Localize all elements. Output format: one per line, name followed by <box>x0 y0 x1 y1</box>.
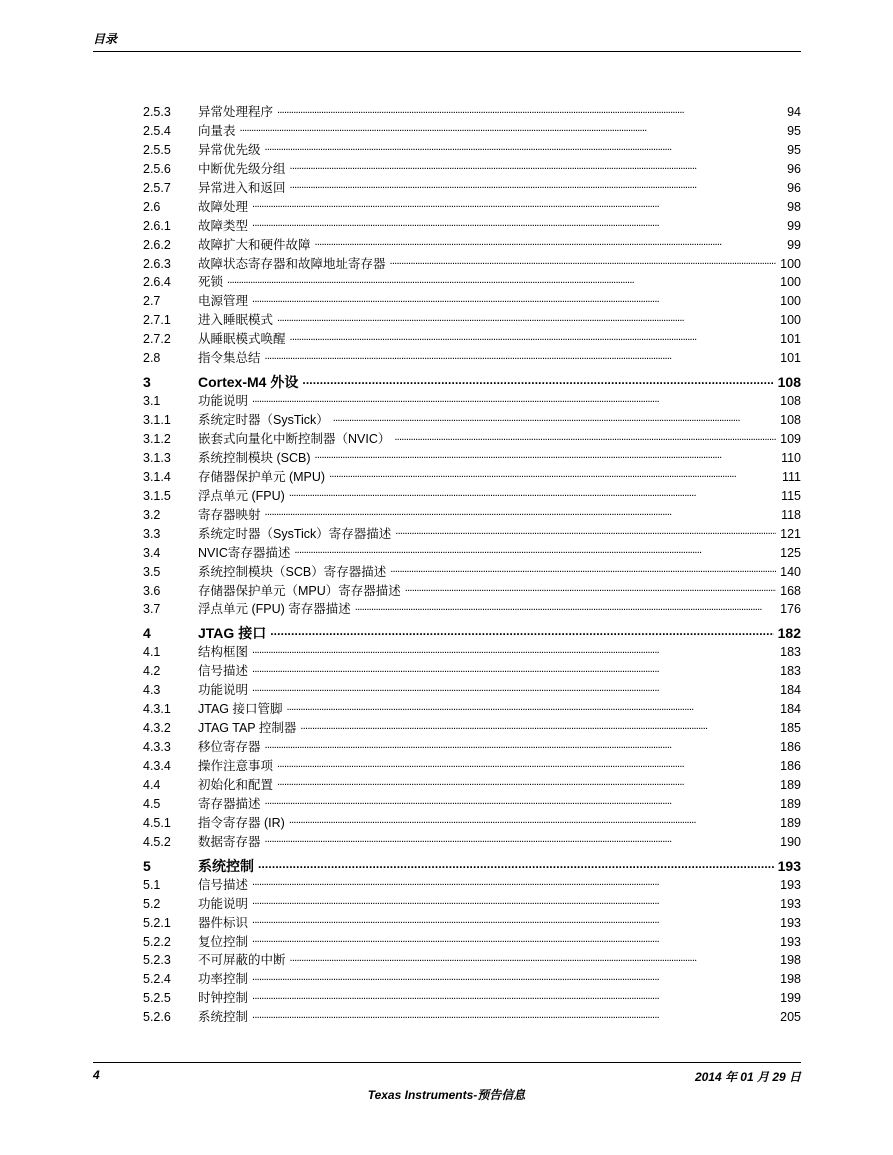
toc-entry-page[interactable]: 100 <box>780 275 801 290</box>
toc-entry[interactable] <box>143 254 801 273</box>
toc-entry-number: 4.3.1 <box>143 702 171 717</box>
footer-publisher: Texas Instruments-预告信息 <box>367 1088 526 1102</box>
toc-entry[interactable] <box>143 272 801 291</box>
toc-entry-page[interactable]: 189 <box>780 777 801 792</box>
toc-entry-title[interactable]: 功能说明 <box>198 683 249 698</box>
toc-dot-leader <box>315 236 784 249</box>
toc-entry-title[interactable]: 时钟控制 <box>198 991 249 1006</box>
toc-dot-leader <box>252 217 783 230</box>
toc-dot-leader <box>252 933 776 946</box>
toc-dot-leader <box>252 393 776 406</box>
toc-dot-leader <box>252 644 776 657</box>
toc-entry-number: 3 <box>143 374 151 391</box>
toc-entry-number: 2.7 <box>143 294 161 309</box>
toc-entry-page[interactable]: 125 <box>780 545 801 560</box>
toc-entry-number: 4 <box>143 625 151 642</box>
toc-chapter-entry[interactable] <box>143 372 801 391</box>
footer-page-number: 4 <box>93 1068 100 1082</box>
toc-entry[interactable] <box>143 875 801 894</box>
toc-entry-title[interactable]: JTAG 接口 <box>198 625 267 642</box>
toc-entry[interactable] <box>143 562 801 581</box>
toc-entry-number: 4.3.2 <box>143 721 171 736</box>
toc-entry[interactable] <box>143 524 801 543</box>
toc-entry-title[interactable]: 信号描述 <box>198 664 249 679</box>
toc-entry[interactable] <box>143 737 801 756</box>
toc-dot-leader <box>252 663 776 676</box>
toc-entry-number: 5 <box>143 857 151 874</box>
toc-entry-number: 3.1 <box>143 394 161 409</box>
toc-entry-number: 4.5.2 <box>143 834 171 849</box>
toc-dot-leader <box>277 312 776 325</box>
toc-entry-page[interactable]: 185 <box>780 721 801 736</box>
toc-dot-leader <box>265 506 778 519</box>
toc-dot-leader <box>265 141 784 154</box>
toc-entry-title[interactable]: 系统定时器（SysTick）寄存器描述 <box>198 526 392 541</box>
toc-entry[interactable] <box>143 969 801 988</box>
toc-dot-leader <box>390 563 776 576</box>
toc-entry-number: 3.2 <box>143 507 161 522</box>
toc-entry-page[interactable]: 111 <box>781 469 801 484</box>
toc-entry-number: 5.1 <box>143 877 161 892</box>
toc-entry-number: 3.1.2 <box>143 432 171 446</box>
toc-entry-title[interactable]: 存储器保护单元（MPU）寄存器描述 <box>198 583 401 598</box>
toc-entry-page[interactable]: 193 <box>777 857 801 874</box>
toc-entry-number: 2.6.1 <box>143 218 171 233</box>
toc-entry-page[interactable]: 193 <box>780 877 801 892</box>
toc-entry-page[interactable]: 198 <box>780 953 801 968</box>
toc-entry-page[interactable]: 101 <box>780 351 801 366</box>
toc-dot-leader <box>290 160 784 173</box>
toc-entry-title[interactable]: 进入睡眠模式 <box>198 313 274 328</box>
toc-entry[interactable] <box>143 699 801 718</box>
toc-entry-title[interactable]: 浮点单元 (FPU) <box>198 488 285 503</box>
toc-entry-number: 5.2.4 <box>143 972 171 987</box>
toc-entry-title[interactable]: 数据寄存器 <box>198 834 261 849</box>
toc-entry-title[interactable]: 指令集总结 <box>198 351 261 366</box>
toc-entry-number: 4.1 <box>143 645 161 660</box>
toc-entry-page[interactable]: 193 <box>780 934 801 949</box>
toc-entry-page[interactable]: 193 <box>780 915 801 930</box>
toc-entry-number: 4.5.1 <box>143 815 171 830</box>
toc-dot-leader <box>290 331 777 344</box>
toc-entry[interactable] <box>143 197 801 216</box>
toc-entry-page[interactable]: 110 <box>781 450 801 465</box>
toc-entry[interactable] <box>143 894 801 913</box>
toc-entry-page[interactable]: 94 <box>787 105 801 119</box>
toc-entry[interactable] <box>143 913 801 932</box>
toc-dot-leader <box>329 468 778 481</box>
toc-entry-title[interactable]: 从睡眠模式唤醒 <box>198 332 286 347</box>
toc-entry-page[interactable]: 109 <box>780 432 801 446</box>
toc-dot-leader <box>252 1009 776 1022</box>
toc-dot-leader <box>315 449 778 462</box>
toc-entry-title[interactable]: 存储器保护单元 (MPU) <box>198 469 326 484</box>
toc-entry-title[interactable]: 异常优先级 <box>198 142 261 157</box>
toc-entry-page[interactable]: 140 <box>780 564 801 579</box>
toc-dot-leader <box>265 795 777 808</box>
toc-entry[interactable] <box>143 661 801 680</box>
toc-entry-number: 2.5.5 <box>143 142 171 157</box>
toc-chapter-entry[interactable] <box>143 623 801 642</box>
toc-entry[interactable] <box>143 680 801 699</box>
toc-entry[interactable] <box>143 543 801 562</box>
toc-entry-number: 2.6.4 <box>143 275 171 290</box>
toc-entry[interactable] <box>143 813 801 832</box>
toc-entry-title[interactable]: 寄存器映射 <box>198 507 261 522</box>
toc-entry-page[interactable]: 108 <box>780 394 801 409</box>
toc-entry-number: 4.5 <box>143 796 161 811</box>
toc-entry-number: 5.2.2 <box>143 934 171 949</box>
toc-entry[interactable] <box>143 718 801 737</box>
toc-entry-page[interactable]: 205 <box>780 1010 801 1025</box>
toc-dot-leader <box>270 624 773 638</box>
toc-entry[interactable] <box>143 102 801 121</box>
toc-entry[interactable] <box>143 505 801 524</box>
toc-entry-number: 2.6.3 <box>143 256 171 271</box>
toc-dot-leader <box>294 544 776 557</box>
toc-dot-leader <box>289 487 777 500</box>
toc-entry-page[interactable]: 189 <box>780 815 801 830</box>
toc-entry[interactable] <box>143 932 801 951</box>
toc-entry[interactable] <box>143 216 801 235</box>
toc-entry-number: 3.1.3 <box>143 450 171 465</box>
toc-dot-leader <box>355 601 776 614</box>
toc-entry-title[interactable]: 指令寄存器 (IR) <box>198 815 285 830</box>
toc-entry-page[interactable]: 98 <box>787 199 801 214</box>
toc-entry-number: 3.4 <box>143 545 161 560</box>
toc-entry[interactable] <box>143 348 801 367</box>
toc-entry-page[interactable]: 183 <box>780 645 801 660</box>
toc-dot-leader <box>277 776 776 789</box>
toc-entry[interactable] <box>143 310 801 329</box>
toc-dot-leader <box>265 350 777 363</box>
toc-entry-number: 2.7.1 <box>143 313 171 328</box>
toc-dot-leader <box>265 833 777 846</box>
table-of-contents <box>143 102 801 1026</box>
toc-entry-page[interactable]: 118 <box>781 507 801 522</box>
toc-dot-leader <box>252 971 776 984</box>
toc-entry-page[interactable]: 95 <box>787 142 801 157</box>
toc-entry-title[interactable]: 嵌套式向量化中断控制器（NVIC） <box>198 432 391 446</box>
toc-dot-leader <box>252 682 776 695</box>
toc-entry[interactable] <box>143 642 801 661</box>
toc-entry-title[interactable]: 系统定时器（SysTick） <box>198 413 329 428</box>
toc-entry-title[interactable]: 操作注意事项 <box>198 759 274 773</box>
toc-entry-page[interactable]: 198 <box>780 972 801 987</box>
toc-dot-leader <box>302 373 773 387</box>
toc-entry-page[interactable]: 184 <box>780 702 801 717</box>
toc-entry[interactable] <box>143 599 801 618</box>
toc-entry-page[interactable]: 186 <box>780 740 801 755</box>
toc-entry[interactable] <box>143 467 801 486</box>
toc-entry-title[interactable]: 浮点单元 (FPU) 寄存器描述 <box>198 602 351 617</box>
toc-entry-page[interactable]: 108 <box>777 374 801 391</box>
toc-entry-page[interactable]: 115 <box>781 488 801 503</box>
toc-entry-title[interactable]: 系统控制模块（SCB）寄存器描述 <box>198 564 387 579</box>
toc-entry-number: 5.2.3 <box>143 953 171 968</box>
toc-entry-number: 3.5 <box>143 564 161 579</box>
toc-entry-title[interactable]: 功率控制 <box>198 972 249 987</box>
toc-dot-leader <box>277 758 776 771</box>
toc-entry-number: 4.4 <box>143 777 161 792</box>
toc-entry-title[interactable]: 功能说明 <box>198 896 249 911</box>
toc-entry[interactable] <box>143 1007 801 1026</box>
toc-entry-title[interactable]: 系统控制模块 (SCB) <box>198 450 311 465</box>
toc-entry-number: 5.2.1 <box>143 915 171 930</box>
toc-entry-page[interactable]: 184 <box>780 683 801 698</box>
toc-entry-page[interactable]: 100 <box>780 313 801 328</box>
toc-entry-title[interactable]: 异常进入和返回 <box>198 180 286 195</box>
toc-entry[interactable] <box>143 235 801 254</box>
toc-dot-leader <box>252 293 776 306</box>
toc-dot-leader <box>258 857 774 871</box>
toc-entry-number: 3.1.1 <box>143 413 171 428</box>
toc-entry-title[interactable]: 故障扩大和硬件故障 <box>198 237 311 252</box>
toc-entry-page[interactable]: 101 <box>780 332 801 347</box>
toc-entry-number: 2.5.6 <box>143 161 171 176</box>
toc-entry-page[interactable]: 193 <box>780 896 801 911</box>
toc-entry-number: 5.2.6 <box>143 1010 171 1025</box>
toc-entry[interactable] <box>143 429 801 448</box>
toc-entry[interactable] <box>143 329 801 348</box>
toc-entry[interactable] <box>143 775 801 794</box>
toc-entry-title[interactable]: 中断优先级分组 <box>198 161 286 176</box>
toc-dot-leader <box>252 914 776 927</box>
toc-entry[interactable] <box>143 988 801 1007</box>
toc-entry-title[interactable]: NVIC寄存器描述 <box>198 545 291 560</box>
toc-entry[interactable] <box>143 832 801 851</box>
toc-dot-leader <box>395 525 776 538</box>
toc-entry-title[interactable]: 器件标识 <box>198 915 249 930</box>
toc-dot-leader <box>252 990 776 1003</box>
toc-entry-title[interactable]: 结构框图 <box>198 645 249 660</box>
toc-dot-leader <box>252 895 776 908</box>
toc-dot-leader <box>390 255 777 268</box>
toc-dot-leader <box>333 412 776 425</box>
toc-entry[interactable] <box>143 178 801 197</box>
toc-entry-page[interactable]: 99 <box>787 218 801 233</box>
toc-entry-title[interactable]: 不可屏蔽的中断 <box>198 953 286 968</box>
toc-entry-page[interactable]: 96 <box>787 161 801 176</box>
toc-entry-page[interactable]: 189 <box>780 796 801 811</box>
toc-entry-page[interactable]: 108 <box>780 413 801 428</box>
toc-dot-leader <box>252 876 776 889</box>
toc-entry-number: 4.3 <box>143 683 161 698</box>
toc-entry-page[interactable]: 176 <box>780 602 801 617</box>
toc-entry-page[interactable]: 100 <box>780 294 801 309</box>
toc-entry-title[interactable]: 死锁 <box>198 275 224 290</box>
toc-entry-title[interactable]: 移位寄存器 <box>198 740 261 755</box>
toc-entry-title[interactable]: Cortex-M4 外设 <box>198 374 299 391</box>
toc-entry-number: 2.5.4 <box>143 123 171 138</box>
toc-entry[interactable] <box>143 448 801 467</box>
toc-entry[interactable] <box>143 121 801 140</box>
toc-entry-number: 3.1.4 <box>143 469 171 484</box>
toc-entry-page[interactable]: 186 <box>780 759 801 773</box>
toc-entry[interactable] <box>143 794 801 813</box>
toc-dot-leader <box>252 198 783 211</box>
toc-dot-leader <box>227 274 776 287</box>
footer-divider <box>93 1062 801 1063</box>
toc-entry-page[interactable]: 99 <box>787 237 801 252</box>
toc-entry-number: 3.3 <box>143 526 161 541</box>
toc-entry-title[interactable]: 故障处理 <box>198 199 249 214</box>
toc-entry-number: 5.2 <box>143 896 161 911</box>
toc-entry[interactable] <box>143 140 801 159</box>
toc-entry-page[interactable]: 96 <box>787 180 801 195</box>
toc-entry-title[interactable]: 异常处理程序 <box>198 105 274 119</box>
toc-entry-title[interactable]: 复位控制 <box>198 934 249 949</box>
toc-dot-leader <box>394 431 776 444</box>
toc-entry-title[interactable]: 电源管理 <box>198 294 249 309</box>
toc-entry-number: 4.2 <box>143 664 161 679</box>
toc-entry-title[interactable]: 寄存器描述 <box>198 796 261 811</box>
toc-entry-title[interactable]: 初始化和配置 <box>198 777 274 792</box>
toc-chapter-entry[interactable] <box>143 856 801 875</box>
toc-entry-title[interactable]: 功能说明 <box>198 394 249 409</box>
toc-entry[interactable] <box>143 756 801 775</box>
header-divider <box>93 51 801 52</box>
toc-entry-title[interactable]: JTAG 接口管脚 <box>198 702 283 717</box>
toc-dot-leader <box>240 122 784 135</box>
toc-entry[interactable] <box>143 291 801 310</box>
toc-entry[interactable] <box>143 486 801 505</box>
toc-entry-number: 2.8 <box>143 351 161 366</box>
toc-entry-page[interactable]: 168 <box>780 583 801 598</box>
toc-dot-leader <box>405 582 776 595</box>
toc-entry-page[interactable]: 95 <box>787 123 801 138</box>
toc-entry-title[interactable]: JTAG TAP 控制器 <box>198 721 297 736</box>
toc-dot-leader <box>287 701 777 714</box>
toc-entry[interactable] <box>143 159 801 178</box>
toc-entry-page[interactable]: 100 <box>780 256 801 271</box>
toc-entry-number: 3.1.5 <box>143 488 171 503</box>
toc-entry-number: 4.3.3 <box>143 740 171 755</box>
toc-entry-number: 2.6 <box>143 199 161 214</box>
toc-dot-leader <box>265 739 777 752</box>
toc-entry-page[interactable]: 199 <box>780 991 801 1006</box>
header-title: 目录 <box>93 32 118 46</box>
toc-dot-leader <box>289 814 776 827</box>
toc-entry-number: 3.6 <box>143 583 161 598</box>
toc-dot-leader <box>277 104 783 117</box>
toc-entry-page[interactable]: 190 <box>780 834 801 849</box>
toc-entry-number: 2.7.2 <box>143 332 171 347</box>
toc-entry[interactable] <box>143 391 801 410</box>
toc-entry-number: 2.6.2 <box>143 237 171 252</box>
toc-entry[interactable] <box>143 581 801 600</box>
toc-entry-page[interactable]: 121 <box>780 526 801 541</box>
toc-entry-number: 2.5.3 <box>143 105 171 119</box>
toc-entry-page[interactable]: 183 <box>780 664 801 679</box>
toc-entry-number: 4.3.4 <box>143 759 171 773</box>
toc-dot-leader <box>290 952 777 965</box>
toc-dot-leader <box>300 720 776 733</box>
toc-entry[interactable] <box>143 950 801 969</box>
toc-entry-number: 3.7 <box>143 602 161 617</box>
toc-entry-title[interactable]: 故障状态寄存器和故障地址寄存器 <box>198 256 386 271</box>
toc-entry-title[interactable]: 向量表 <box>198 123 236 138</box>
toc-entry-title[interactable]: 故障类型 <box>198 218 249 233</box>
toc-entry-title[interactable]: 信号描述 <box>198 877 249 892</box>
toc-entry-title[interactable]: 系统控制 <box>198 857 254 874</box>
toc-entry-number: 2.5.7 <box>143 180 171 195</box>
toc-entry-title[interactable]: 系统控制 <box>198 1010 249 1025</box>
toc-entry[interactable] <box>143 410 801 429</box>
footer-date: 2014 年 01 月 29 日 <box>694 1070 801 1084</box>
toc-dot-leader <box>290 179 784 192</box>
toc-entry-page[interactable]: 182 <box>777 625 801 642</box>
toc-entry-number: 5.2.5 <box>143 991 171 1006</box>
